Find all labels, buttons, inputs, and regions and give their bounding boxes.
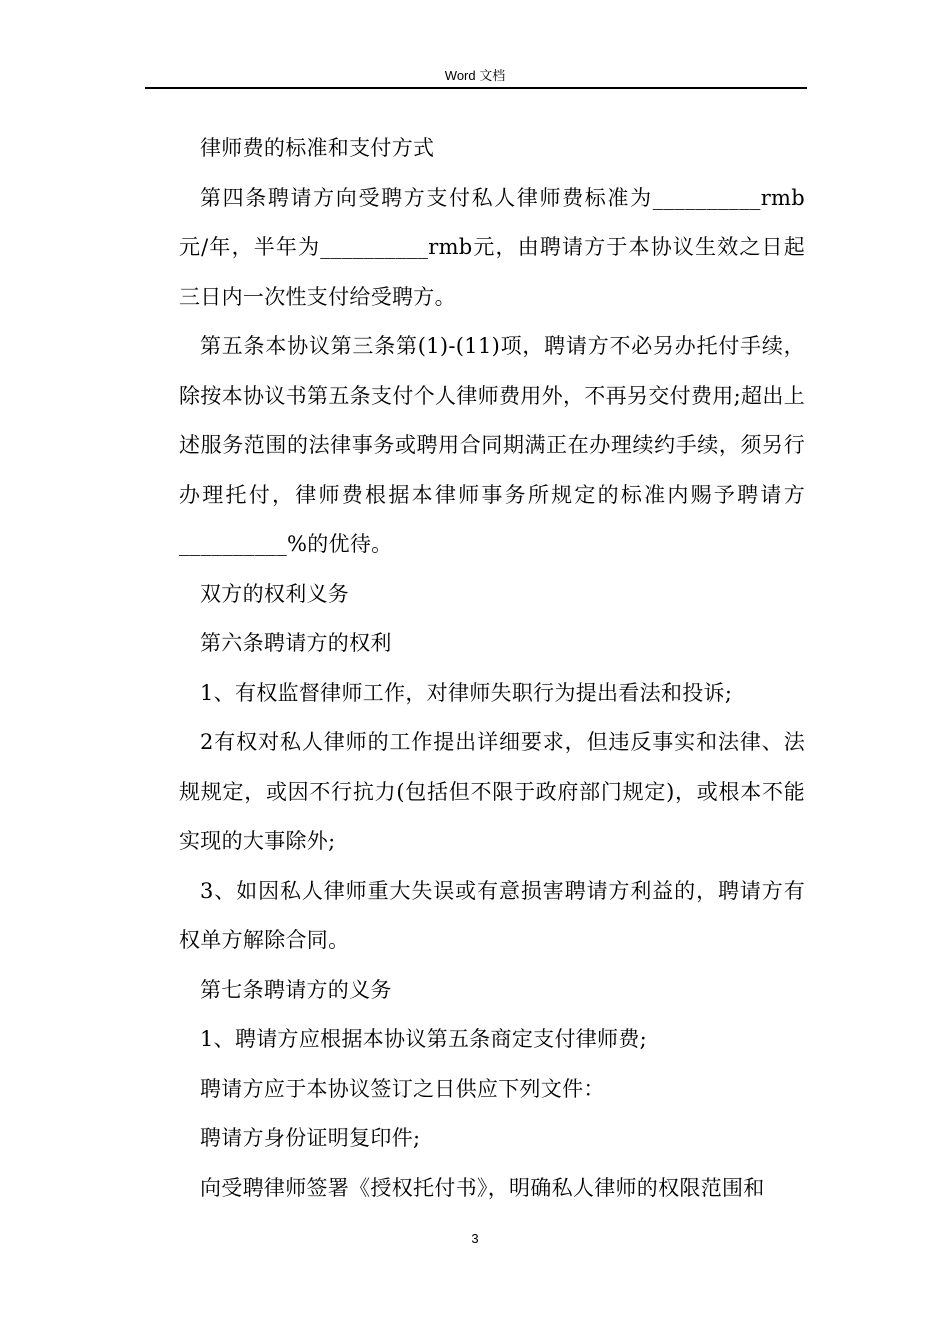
page-header-title: Word 文档 [444, 68, 506, 83]
article-seven-authorization: 向受聘律师签署《授权托付书》，明确私人律师的权限范围和 [200, 1175, 765, 1200]
article-six-heading: 第六条聘请方的权利 [200, 631, 392, 655]
article-seven-item-1: 1、聘请方应根据本协议第五条商定支付律师费; [200, 1027, 648, 1051]
article-six-item-3: 3、如因私人律师重大失误或有意损害聘请方利益的，聘请方有权单方解除合同。 [179, 878, 805, 952]
document-body [179, 124, 805, 1213]
section-heading-rights-obligations: 双方的权利义务 [200, 581, 350, 606]
header-divider [145, 87, 807, 89]
article-seven-id-copy: 聘请方身份证明复印件; [200, 1126, 421, 1150]
article-six-item-1: 1、有权监督律师工作，对律师失职行为提出看法和投诉; [200, 680, 733, 705]
article-seven-heading: 第七条聘请方的义务 [200, 977, 392, 1002]
article-seven-documents-intro: 聘请方应于本协议签订之日供应下列文件： [200, 1076, 605, 1101]
article-four-paragraph: 第四条聘请方向受聘方支付私人律师费标准为__________rmb元/年，半年为__________rmb元，由聘请方于本协议生效之日起三日内一次性支付给受聘方。 [179, 185, 805, 309]
section-heading-fees: 律师费的标准和支付方式 [200, 136, 435, 160]
article-five-paragraph: 第五条本协议第三条第(1)-(11)项，聘请方不必另办托付手续，除按本协议书第五条支付个人律师费用外，不再另交付费用;超出上述服务范围的法律事务或聘用合同期满正在办理续约手续，须另行办理托付，律师费根据本律师事务所规定的标准内赐予聘请方__________%的优待。 [179, 334, 805, 556]
article-six-item-2: 2有权对私人律师的工作提出详细要求，但违反事实和法律、法规规定，或因不行抗力(包括但不限于政府部门规定)，或根本不能实现的大事除外; [179, 730, 805, 853]
page-number: 3 [471, 1231, 479, 1246]
